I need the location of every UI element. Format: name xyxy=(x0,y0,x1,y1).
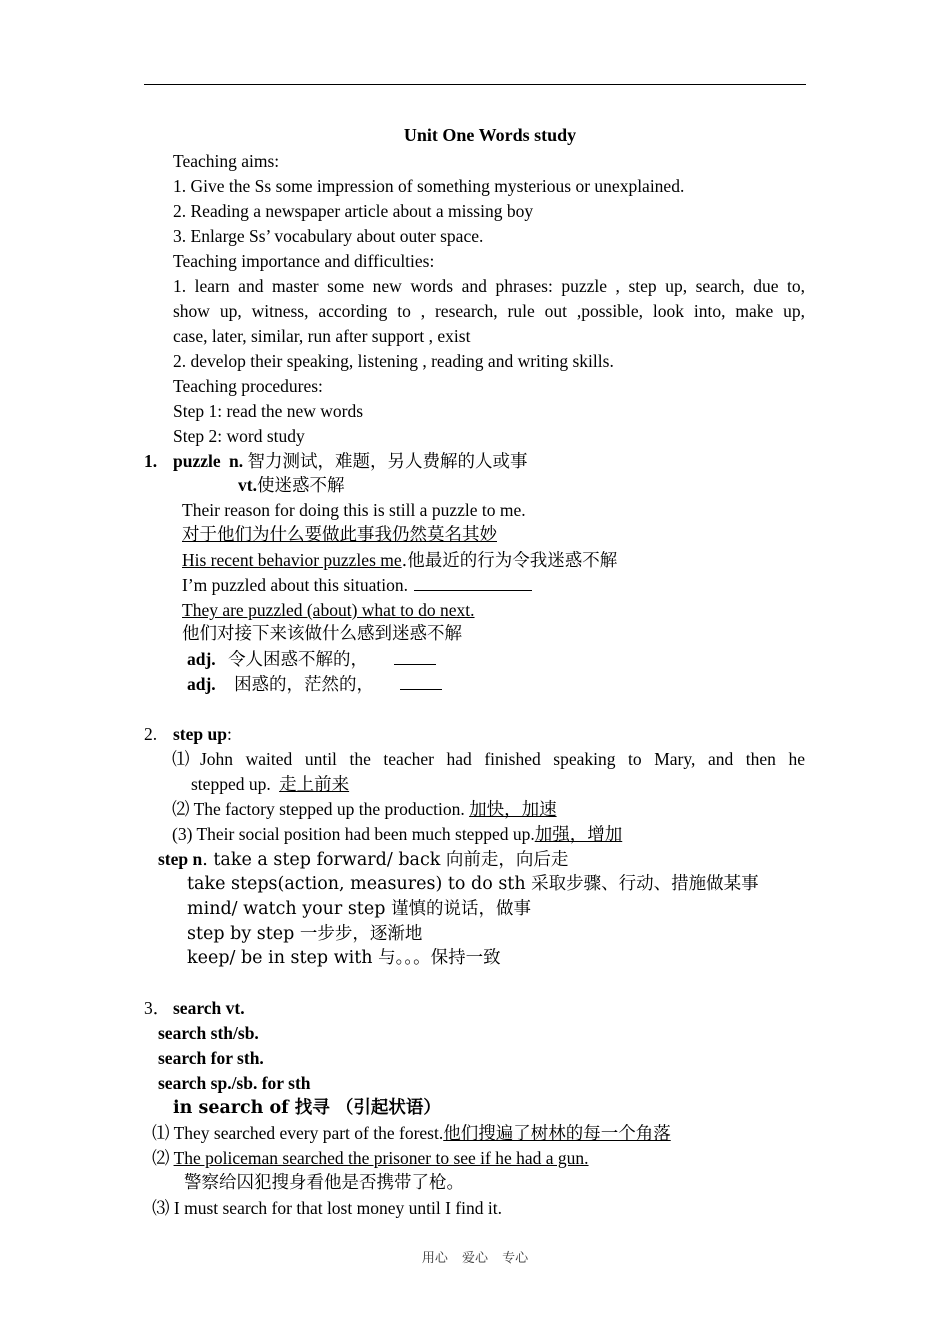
procedure-step: Step 2: word study xyxy=(173,426,305,446)
example-line xyxy=(152,1121,671,1147)
definition: 困惑的，茫然的， xyxy=(234,675,375,695)
importance-item: 2. develop their speaking, listening , reading and writing skills. xyxy=(173,351,614,371)
importance-heading: Teaching importance and difficulties: xyxy=(173,251,435,271)
footer-text: 爱心 xyxy=(461,1251,488,1266)
example-sentence: (3) Their social position had been much stepped up. xyxy=(172,824,535,844)
example-line xyxy=(172,797,557,823)
fill-blank xyxy=(414,574,532,591)
aim-item: 1. Give the Ss some impression of something mysterious or unexplained. xyxy=(173,176,685,196)
example-number: ⑵ xyxy=(152,1148,170,1168)
usage-pattern: search sth/sb. xyxy=(158,1023,259,1043)
definition: 令人困惑不解的， xyxy=(228,650,369,670)
example-sentence: The factory stepped up the production. xyxy=(193,799,465,819)
example-line xyxy=(191,772,349,798)
definition: 智力测试，难题，另人费解的人或事 xyxy=(247,452,528,472)
adj-line xyxy=(187,672,442,698)
example-translation: 加快，加速 xyxy=(469,800,557,820)
fill-blank xyxy=(394,648,436,665)
example-sentence: The policeman searched the prisoner to see if he had a gun. xyxy=(173,1148,589,1168)
example-translation: 对于他们为什么要做此事我仍然莫名其妙 xyxy=(182,525,497,545)
example-line xyxy=(172,822,622,848)
usage-pattern: search sp./sb. for sth xyxy=(158,1073,311,1093)
example-translation: 走上前来 xyxy=(279,775,350,795)
example-translation: 警察给囚犯搜身看他是否携带了枪。 xyxy=(184,1173,464,1193)
example-sentence: His recent behavior puzzles me xyxy=(182,550,402,570)
entry-number: 3． xyxy=(144,998,171,1018)
part-of-speech: vt. xyxy=(238,475,257,495)
usage-pattern: search for sth. xyxy=(158,1048,264,1068)
example-number: ⑶ xyxy=(152,1198,170,1218)
importance-item-line: 1. learn and master some new words and phrases: puzzle , step up, search, due to, xyxy=(173,276,805,296)
phrase: keep/ be in step with 与。。。保持一致 xyxy=(187,948,501,968)
importance-item-line: case, later, similar, run after support , exist xyxy=(173,326,471,346)
example-sentence: Their reason for doing this is still a puzzle to me. xyxy=(182,500,526,520)
example-sentence: I must search for that lost money until I find it. xyxy=(173,1198,502,1218)
headword: step up xyxy=(173,724,227,744)
headword: puzzle xyxy=(173,451,221,471)
part-of-speech: n. xyxy=(229,451,244,471)
example-line xyxy=(182,548,617,574)
example-number: ⑵ xyxy=(172,799,190,819)
adj-line xyxy=(187,647,436,673)
importance-item-line: show up, witness, according to , research, rule out ,possible, look into, make up, xyxy=(173,301,805,321)
example-translation: 他们对接下来该做什么感到迷惑不解 xyxy=(182,624,462,644)
headword: search vt. xyxy=(173,998,245,1018)
entry-number: 1. xyxy=(144,451,158,471)
procedure-step: Step 1: read the new words xyxy=(173,401,364,421)
example-line xyxy=(152,1146,589,1171)
example-number: ⑴ xyxy=(152,1123,170,1143)
aim-item: 3. Enlarge Ss’ vocabulary about outer space. xyxy=(173,226,484,246)
entry-stepup-heading xyxy=(173,722,232,747)
example-number: ⑴ xyxy=(172,749,190,769)
example-translation: 他们搜遍了树林的每一个角落 xyxy=(443,1124,671,1144)
footer-text: 用心 xyxy=(421,1251,448,1266)
headword: step n xyxy=(158,849,203,869)
part-of-speech: adj. xyxy=(187,649,216,669)
entry-puzzle-vt xyxy=(238,473,344,499)
example-sentence: They searched every part of the forest. xyxy=(173,1123,444,1143)
phrase: . take a step forward/ back 向前走，向后走 xyxy=(202,850,569,870)
fill-blank xyxy=(400,673,442,690)
entry-puzzle-heading xyxy=(173,449,528,475)
phrase: mind/ watch your step 谨慎的说话，做事 xyxy=(187,899,531,919)
example-sentence: John waited until the teacher had finished speaking to Mary, and then he xyxy=(200,749,805,769)
example-sentence: stepped up. xyxy=(191,774,271,794)
example-sentence: They are puzzled (about) what to do next. xyxy=(182,600,475,620)
aim-item: 2. Reading a newspaper article about a missing boy xyxy=(173,201,534,221)
example-translation: .他最近的行为令我迷惑不解 xyxy=(401,551,618,571)
procedures-heading: Teaching procedures: xyxy=(173,376,323,396)
usage-pattern: in search of 找寻 （引起状语） xyxy=(173,1098,441,1118)
colon: : xyxy=(226,724,232,744)
definition: 使迷惑不解 xyxy=(256,476,345,496)
phrase: take steps(action, measures) to do sth 采取步骤、行动、措施做某事 xyxy=(187,874,759,894)
footer-text: 专心 xyxy=(502,1251,529,1266)
page-title: Unit One Words study xyxy=(403,125,577,145)
page-footer xyxy=(0,1247,950,1266)
example-translation: 加强，增加 xyxy=(534,825,623,845)
phrase: step by step 一步步，逐渐地 xyxy=(187,924,423,944)
part-of-speech: adj. xyxy=(187,674,216,694)
example-line xyxy=(182,573,532,598)
aims-heading: Teaching aims: xyxy=(173,151,280,171)
example-sentence: I’m puzzled about this situation. xyxy=(182,575,408,595)
example-line xyxy=(152,1196,502,1221)
step-noun-line xyxy=(158,847,568,873)
header-rule xyxy=(144,84,806,85)
entry-number: 2. xyxy=(144,724,158,744)
